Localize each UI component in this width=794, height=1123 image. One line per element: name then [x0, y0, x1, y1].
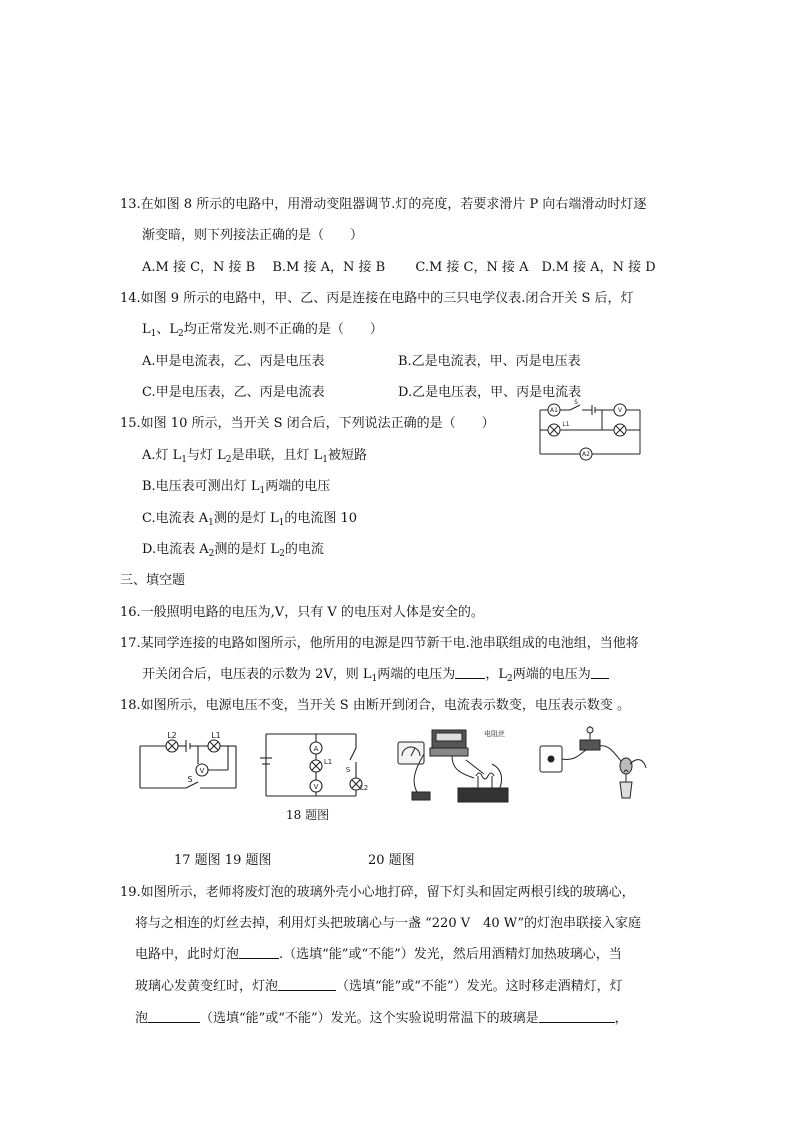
q14-line2: $L_1$、$L_2$均正常发光.则不正确的是（ ） — [142, 322, 383, 339]
q14-option-b: B.乙是电流表，甲、丙是电压表 — [398, 354, 581, 369]
figure-17-circuit — [132, 730, 244, 796]
fig18-label-l1: L1 — [323, 758, 333, 766]
figure-18-caption: 18 题图 — [286, 808, 330, 822]
q19-line3: 电路中，此时灯泡 .（选填“能”或“不能”）发光，然后用酒精灯加热玻璃心，当 — [135, 947, 622, 962]
figure-18-circuit — [256, 728, 368, 800]
q13-line2: 渐变暗，则下列接法正确的是（ ） — [142, 228, 364, 243]
q15-option-a: A.灯 $L_1$与灯 $L_2$是串联，且灯 $L_1$被短路 — [142, 448, 368, 465]
fig17-label-l1: L1 — [211, 731, 221, 740]
q15-option-b: B.电压表可测出灯 $L_1$两端的电压 — [142, 479, 331, 496]
fig18-label-l2: L2 — [359, 784, 368, 792]
figure-17-19-caption: 17 题图 19 题图 — [174, 853, 272, 868]
fig10-label-l1: L1 — [562, 421, 570, 428]
q17-line2: 开关闭合后，电压表的示数为 2V，则 $L_1$两端的电压为 ，$L_2$两端的电压为 — [142, 666, 609, 688]
q16: 16.一般照明电路的电压为,V，只有 V 的电压对人体是安全的。 — [120, 605, 484, 620]
q19-blank-3[interactable] — [148, 1010, 200, 1023]
q17-line1: 17.某同学连接的电路如图所示，他所用的电源是四节新干电.池串联组成的电池组，当他将 — [120, 636, 639, 651]
fig17-label-l2: L2 — [167, 731, 177, 740]
fig17-label-v: V — [199, 767, 205, 775]
q19-blank-1[interactable] — [239, 946, 279, 959]
fig10-label-a1: A1 — [550, 407, 558, 414]
q15-stem: 15.如图 10 所示，当开关 S 闭合后，下列说法正确的是（ ） — [120, 416, 495, 431]
fig17-label-s: S — [187, 775, 193, 784]
q13-options: A.M 接 C，N 接 B B.M 接 A，N 接 B C.M 接 C，N 接 A D.M 接 A，N 接 D — [142, 260, 656, 275]
figure-20-caption: 20 题图 — [368, 853, 415, 868]
fig18-label-s: S — [345, 766, 351, 774]
q15-option-d: D.电流表 $A_2$测的是灯 $L_2$的电流 — [142, 542, 324, 559]
q19-line2: 将与之相连的灯丝去掉，利用灯头把玻璃心与一盏 “220 V 40 W”的灯泡串联接入家庭 — [135, 916, 642, 931]
fig10-label-a2: A2 — [582, 451, 590, 458]
q19-blank-4[interactable] — [539, 1010, 615, 1023]
section-heading: 三、填空题 — [120, 573, 186, 588]
fig18-label-v: V — [313, 783, 319, 791]
figure-10-circuit — [536, 398, 646, 464]
figure-20-apparatus — [534, 726, 654, 802]
figure-19-apparatus — [392, 724, 516, 810]
q19-line5: 泡 （选填“能”或“不能”）发光。这个实验说明常温下的玻璃是 ， — [135, 1011, 628, 1026]
fig18-label-a: A — [313, 745, 319, 753]
fig19-label-wire: 电阻丝 — [484, 730, 505, 738]
q13-line1: 13.在如图 8 所示的电路中，用滑动变阻器调节.灯的亮度，若要求滑片 P 向右端滑动时灯逐 — [120, 197, 647, 212]
q14-option-a: A.甲是电流表，乙、丙是电压表 — [142, 354, 325, 369]
q19-blank-2[interactable] — [278, 978, 336, 991]
fig10-label-s: S — [574, 399, 578, 406]
q15-option-c: C.电流表 $A_1$测的是灯 $L_1$的电流图 10 — [142, 511, 358, 528]
q19-line4: 玻璃心发黄变红时，灯泡 （选填“能”或“不能”）发光。这时移走酒精灯，灯 — [135, 979, 623, 994]
q14-line1: 14.如图 9 所示的电路中，甲、乙、丙是连接在电路中的三只电学仪表.闭合开关 S 后，灯 — [120, 291, 634, 306]
q14-option-d: D.乙是电压表，甲、丙是电流表 — [398, 385, 582, 400]
q19-line1: 19.如图所示，老师将废灯泡的玻璃外壳小心地打碎，留下灯头和固定两根引线的玻璃心， — [120, 885, 635, 900]
q17-blank-l1[interactable] — [455, 666, 485, 679]
q17-blank-l2[interactable] — [591, 666, 609, 679]
q14-option-c: C.甲是电压表，乙、丙是电流表 — [142, 385, 325, 400]
q18: 18.如图所示，电源电压不变，当开关 S 由断开到闭合，电流表示数变，电压表示数变 。 — [120, 698, 630, 713]
fig10-label-v: V — [617, 407, 623, 414]
